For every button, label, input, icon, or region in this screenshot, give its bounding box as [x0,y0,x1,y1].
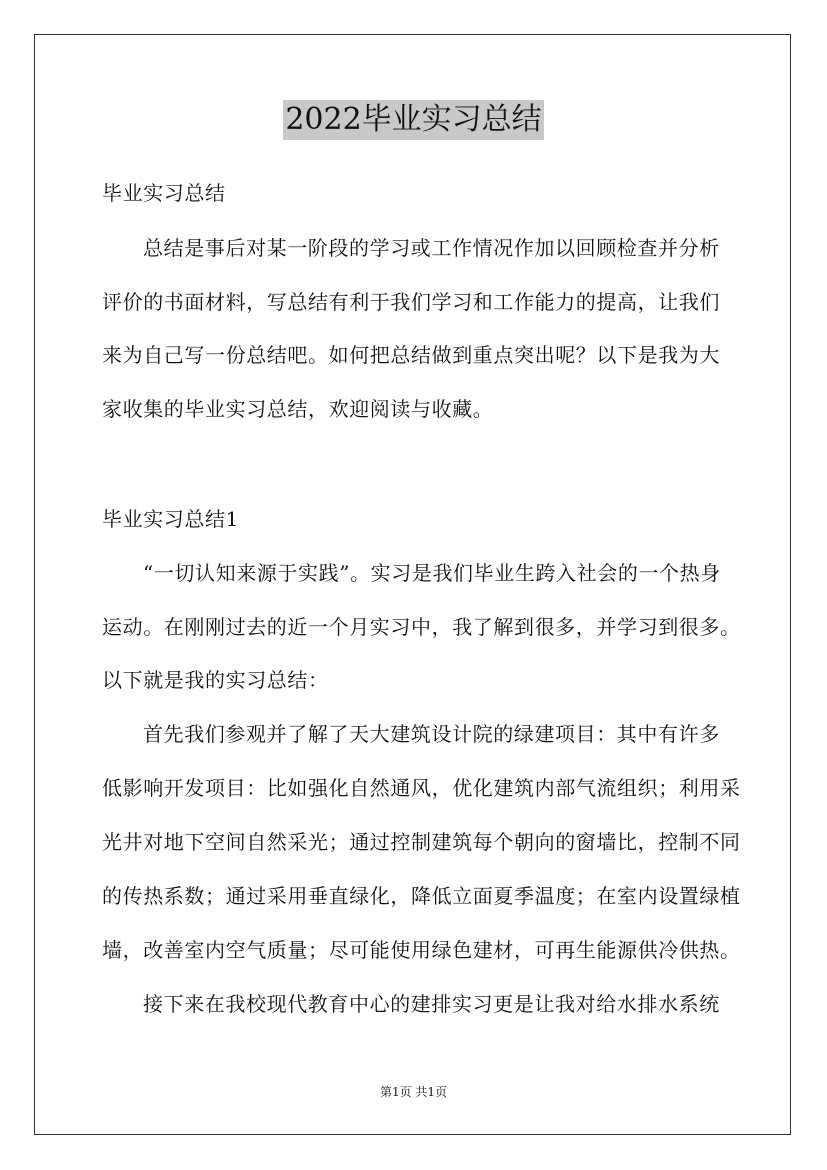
paragraph-1-line-2: 运动。在刚刚过去的近一个月实习中，我了解到很多，并学习到很多。 [102,615,741,639]
paragraph-2-line-5: 墙，改善室内空气质量；尽可能使用绿色建材，可再生能源供冷供热。 [102,938,741,962]
intro-paragraph-line-2: 评价的书面材料，写总结有利于我们学习和工作能力的提高，让我们 [102,290,720,314]
section-heading-intro: 毕业实习总结 [102,181,226,205]
intro-paragraph-line-1: 总结是事后对某一阶段的学习或工作情况作加以回顾检查并分析 [143,236,720,260]
intro-paragraph-line-3: 来为自己写一份总结吧。如何把总结做到重点突出呢？以下是我为大 [102,343,720,367]
paragraph-3-line-1: 接下来在我校现代教育中心的建排实习更是让我对给水排水系统 [143,992,720,1016]
document-title: 2022毕业实习总结 [283,100,543,140]
paragraph-2-line-4: 的传热系数；通过采用垂直绿化，降低立面夏季温度；在室内设置绿植 [102,884,741,908]
section-heading-1: 毕业实习总结1 [102,507,239,531]
paragraph-2-line-3: 光井对地下空间自然采光；通过控制建筑每个朝向的窗墙比，控制不同 [102,830,741,854]
paragraph-2-line-1: 首先我们参观并了解了天大建筑设计院的绿建项目：其中有许多 [143,722,720,746]
paragraph-1-line-3: 以下就是我的实习总结： [102,668,329,692]
page-footer: 第1页 共1页 [379,1085,448,1099]
intro-paragraph-line-4: 家收集的毕业实习总结，欢迎阅读与收藏。 [102,397,494,421]
title-container [0,100,827,140]
paragraph-2-line-2: 低影响开发项目：比如强化自然通风，优化建筑内部气流组织；利用采 [102,776,741,800]
paragraph-1-line-1: “一切认知来源于实践”。实习是我们毕业生跨入社会的一个热身 [143,561,721,585]
